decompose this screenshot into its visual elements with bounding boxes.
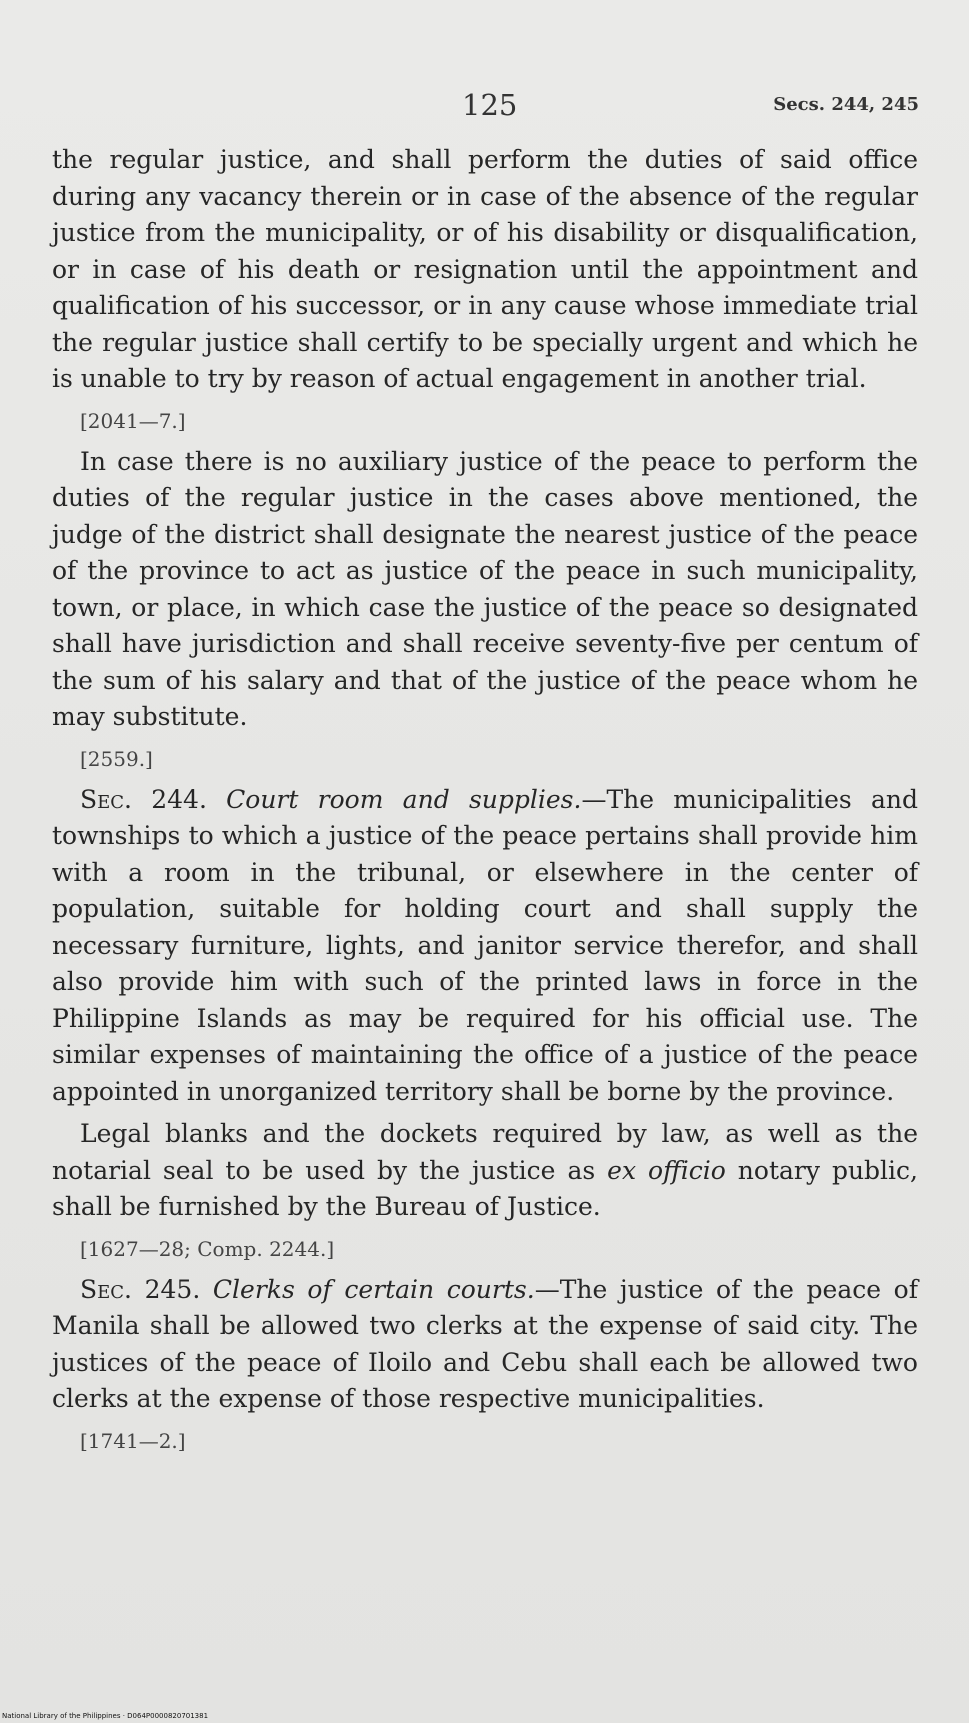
archive-footer: National Library of the Philippines · D064P0000820701381 xyxy=(2,1712,209,1720)
body-text xyxy=(52,142,918,1464)
section-title: Clerks of certain courts. xyxy=(212,1274,535,1304)
section-label: Sec. 245. xyxy=(80,1274,201,1304)
paragraph-text: Legal blanks and the dockets required by law, as well as the notarial seal to be used by the justice as xyxy=(52,1119,918,1185)
running-head: Secs. 244, 245 xyxy=(773,94,919,115)
citation: [2041—7.] xyxy=(80,408,186,433)
section-245 xyxy=(52,1272,918,1418)
section-text: —The municipalities and townships to which a justice of the peace pertains shall provide him with a room in the tribunal, or elsewhere in the center of population, suitable for holding court and shall supply the necessary furniture, lights, and janitor service therefor, and shall also provide him with such of the printed laws in force in the Philippine Islands as may be required for his official use. The similar expenses of maintaining the office of a justice of the peace appointed in unorganized territory shall be borne by the province. xyxy=(52,784,918,1106)
page-header xyxy=(0,88,969,128)
paragraph xyxy=(52,1116,918,1226)
paragraph: the regular justice, and shall perform the duties of said office during any vacancy therein or in case of the absence of the regular justice from the municipality, or of his disability or disqualification, or in case of his death or resignation until the appointment and qualification of his successor, or in any cause whose immediate trial the regular justice shall certify to be specially urgent and which he is unable to try by reason of actual engagement in another trial. xyxy=(52,145,918,393)
citation: [1741—2.] xyxy=(80,1428,186,1453)
paragraph: In case there is no auxiliary justice of the peace to perform the duties of the regular justice in the cases above mentioned, the judge of the district shall designate the nearest justice of the peace of the province to act as justice of the peace in such municipality, town, or place, in which case the justice of the peace so designated shall have jurisdiction and shall receive seventy-five per centum of the sum of his salary and that of the justice of the peace whom he may substitute. xyxy=(52,446,918,731)
paragraph-text: notary public, shall be furnished by the Bureau of Justice. xyxy=(52,1155,918,1221)
section-label: Sec. 244. xyxy=(80,784,207,814)
section-title: Court room and supplies. xyxy=(226,784,582,814)
page-number: 125 xyxy=(462,88,518,122)
italic-phrase: ex officio xyxy=(607,1155,726,1185)
citation: [2559.] xyxy=(80,746,153,771)
citation: [1627—28; Comp. 2244.] xyxy=(80,1236,335,1261)
section-text: —The justice of the peace of Manila shall be allowed two clerks at the expense of said city. The justices of the peace of Iloilo and Cebu shall each be allowed two clerks at the expense of those respective municipalities. xyxy=(52,1274,918,1413)
section-244 xyxy=(52,782,918,1111)
